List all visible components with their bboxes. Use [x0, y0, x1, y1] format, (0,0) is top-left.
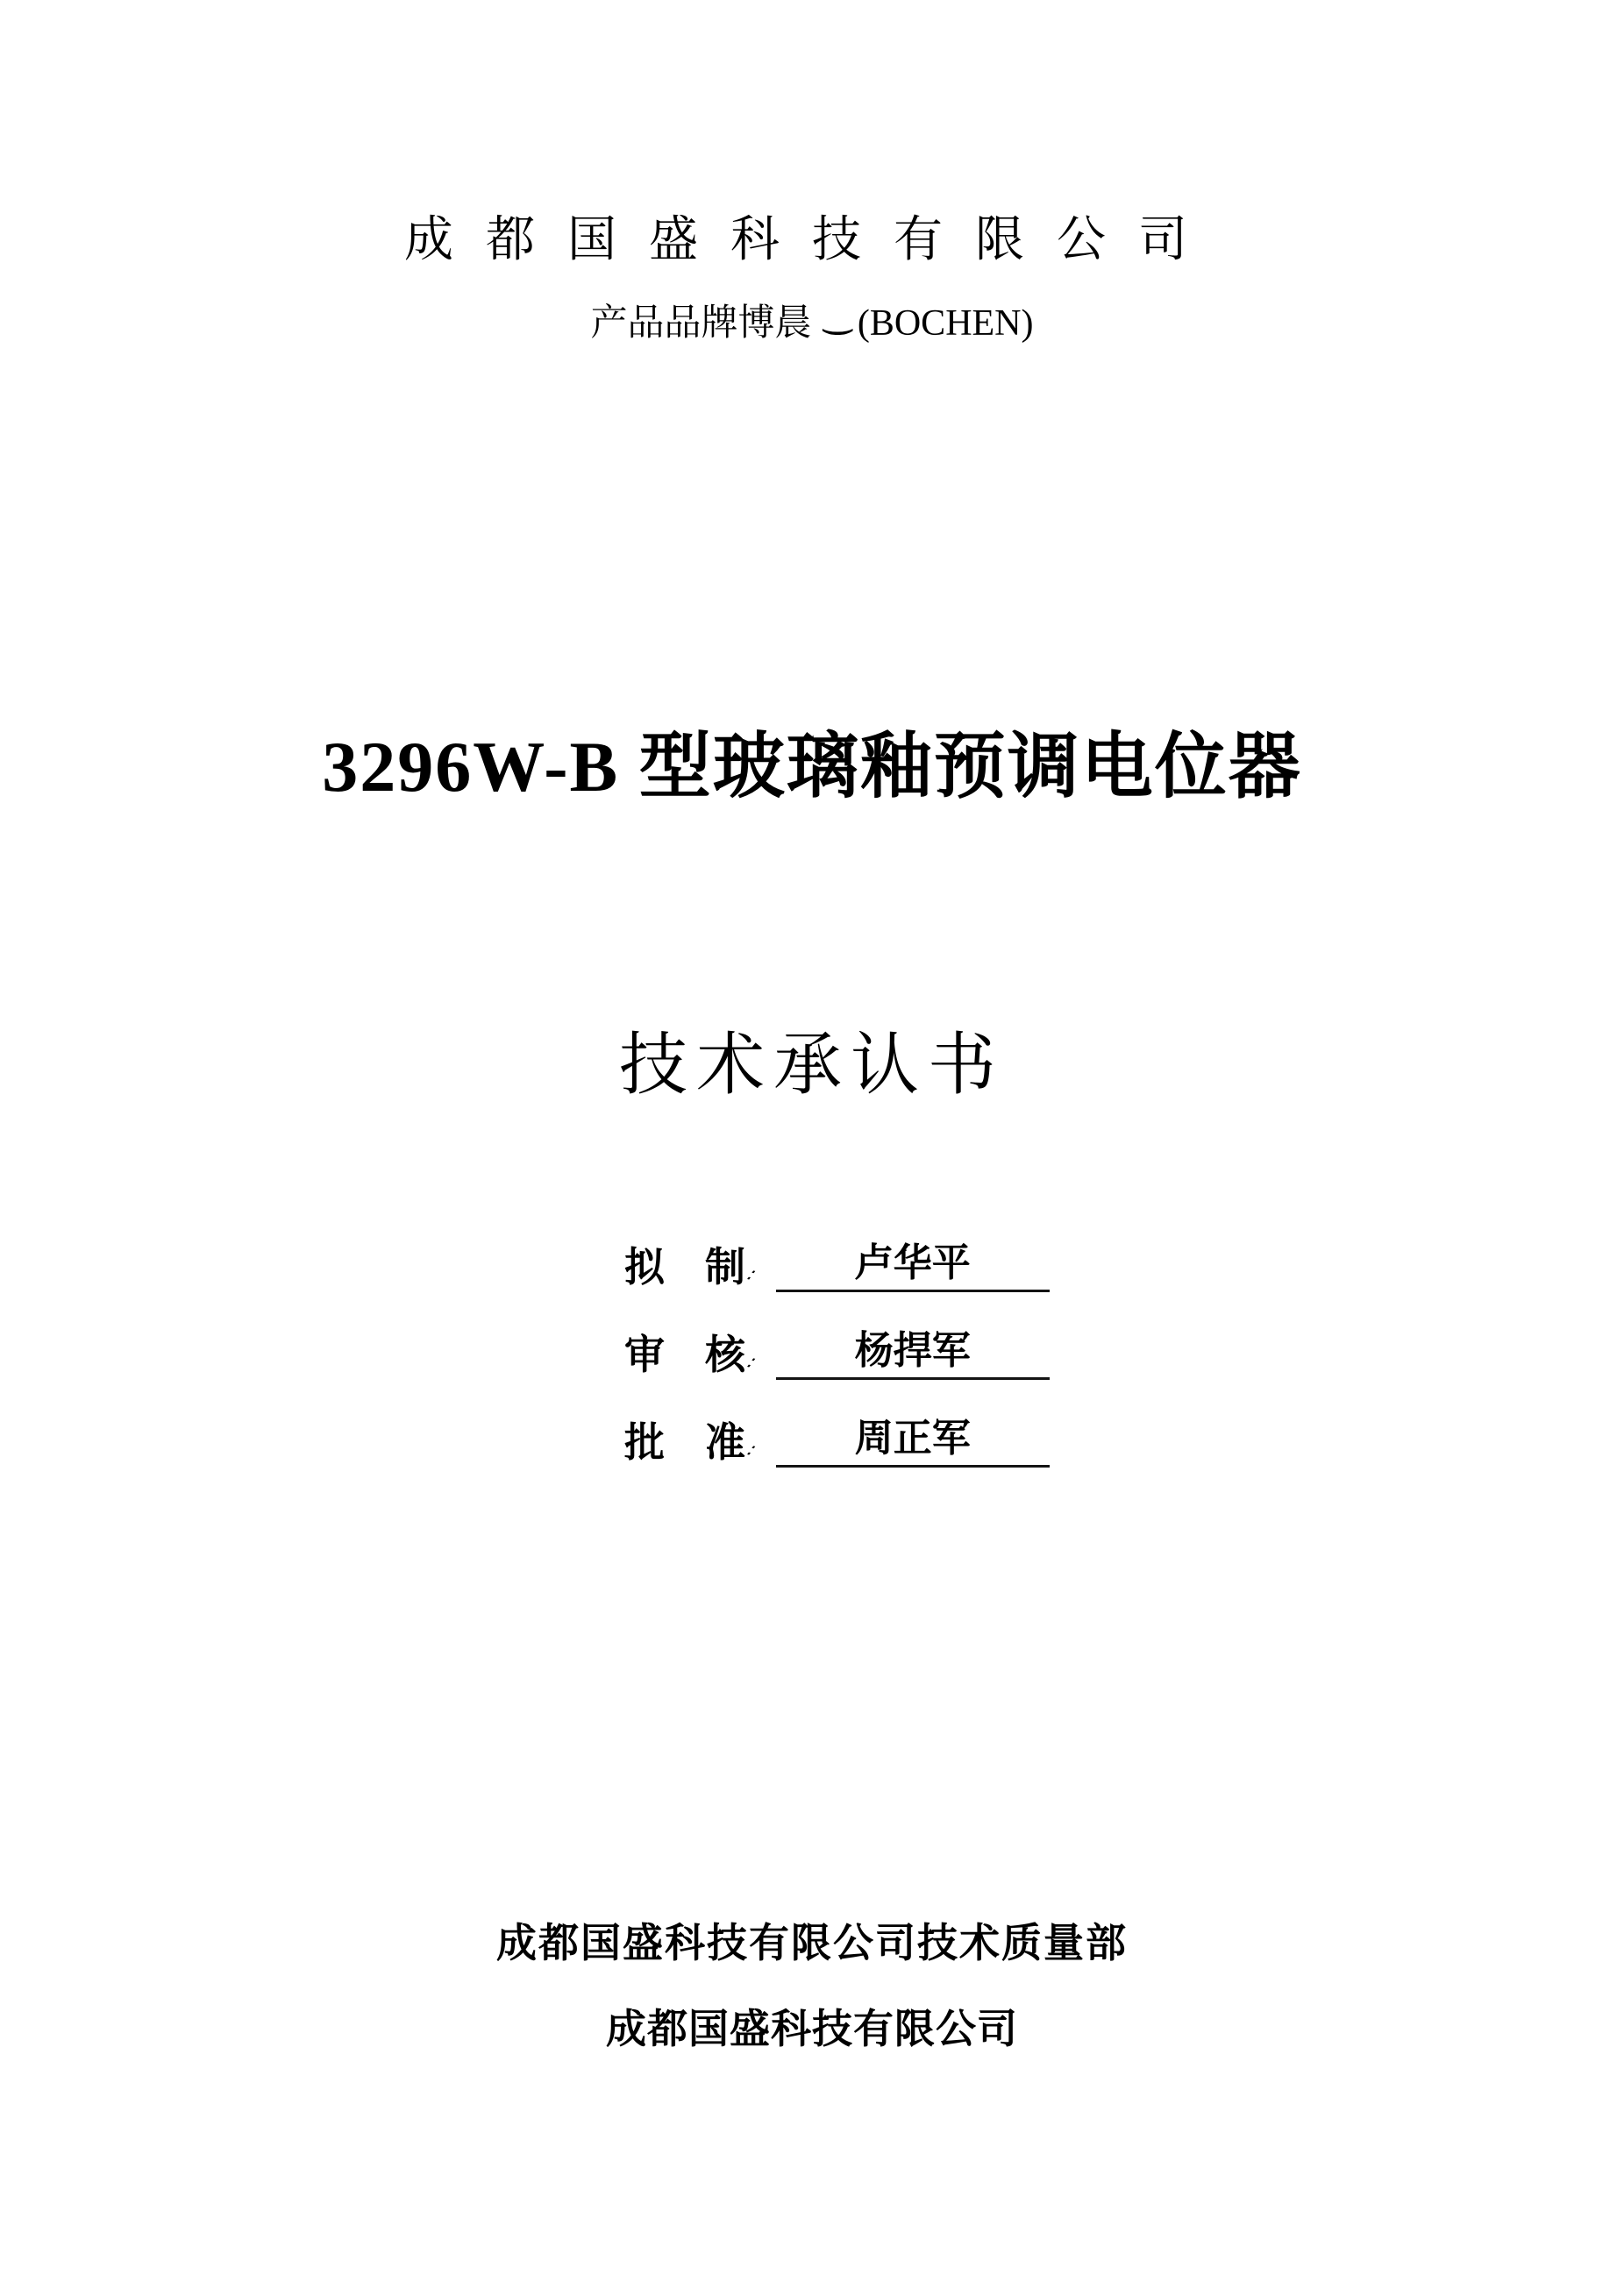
brand-prefix: 产品品牌博晨: [590, 303, 812, 344]
reviewer-name: 杨捍军: [854, 1329, 971, 1372]
signature-row-drafter: [624, 1238, 1050, 1292]
reviewer-colon-mark: ∶: [741, 1354, 760, 1375]
approver-colon-mark: ∶: [741, 1441, 760, 1462]
approver-label: 批 准: [624, 1419, 745, 1465]
brand-colon-swash-mark: ⌣: [818, 309, 856, 349]
footer-company-line: 成都国盛科技有限公司: [606, 2007, 1018, 2051]
drafter-colon-mark: ∶: [741, 1266, 760, 1287]
signature-row-reviewer: [624, 1326, 1050, 1380]
reviewer-signature-line: [776, 1326, 1050, 1380]
product-title: 3296W-B 型玻璃釉预调电位器: [322, 727, 1302, 807]
drafter-label: 拟 制: [624, 1244, 745, 1290]
approver-signature-line: [776, 1413, 1050, 1468]
footer-dept-line: 成都国盛科技有限公司技术质量部: [496, 1921, 1128, 1965]
drafter-signature-line: [776, 1238, 1050, 1292]
brand-line: [0, 303, 1624, 349]
drafter-name: 卢华平: [854, 1241, 971, 1284]
approver-name: 周正军: [854, 1417, 971, 1460]
brand-latin: (BOCHEN): [857, 303, 1034, 344]
company-header: 成都国盛科技有限公司: [404, 213, 1220, 267]
reviewer-label: 审 核: [624, 1332, 745, 1377]
signature-row-approver: [624, 1413, 1050, 1468]
doc-title: 技术承认书: [618, 1027, 1005, 1103]
